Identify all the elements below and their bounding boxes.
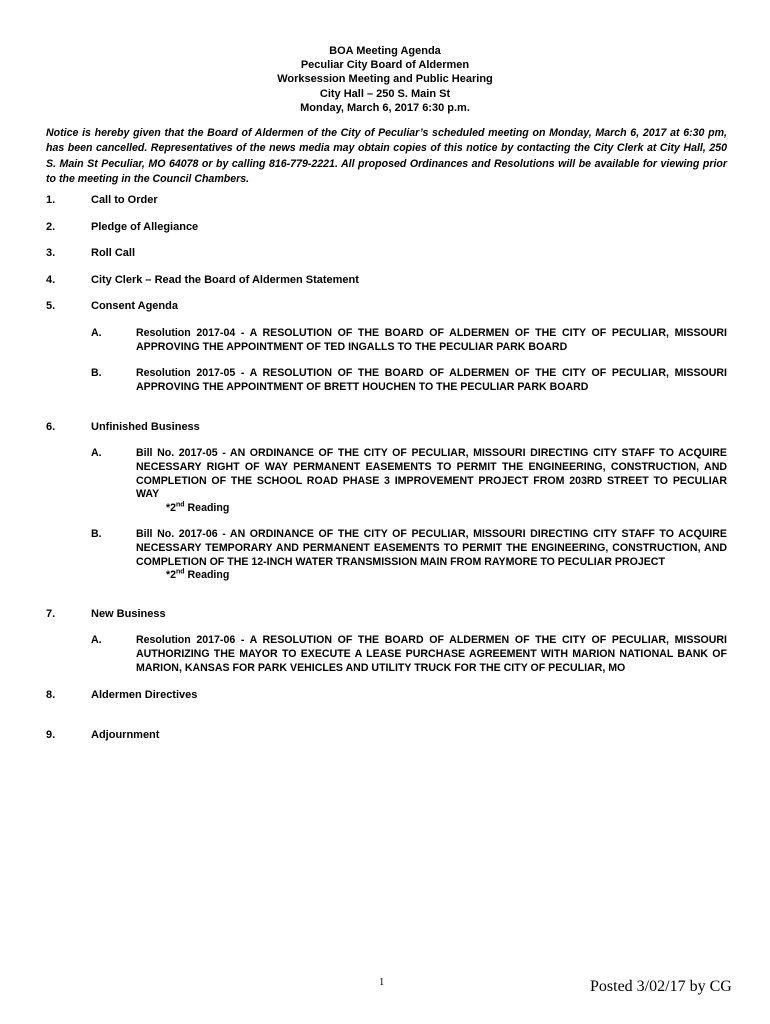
page-number: 1 <box>379 977 385 988</box>
item-title: Call to Order <box>91 194 158 206</box>
item-title: Aldermen Directives <box>91 689 198 701</box>
agenda-header <box>0 44 770 115</box>
sub-item-text: Resolution 2017-06 - A RESOLUTION OF THE BOARD OF ALDERMEN OF THE CITY OF PECULIAR, MISSOURI AUTHORIZING THE MAYOR TO EXECUTE A LEASE PURCHASE AGREEMENT WITH MARION NATIONAL BANK OF MARION, KANSAS FOR PARK VEHICLES AND UTILITY TRUCK FOR THE CITY OF PECULIAR, MO <box>136 634 727 674</box>
item-title: Adjournment <box>91 729 160 741</box>
reading-note: *2nd Reading <box>166 501 230 515</box>
item-number: 4. <box>46 274 56 286</box>
sub-item-letter: A. <box>91 634 102 646</box>
item-title: Roll Call <box>91 247 136 259</box>
item-number: 9. <box>46 729 56 741</box>
item-number: 7. <box>46 608 56 620</box>
sub-item-letter: B. <box>91 528 102 540</box>
item-title: Unfinished Business <box>91 421 200 433</box>
item-number: 5. <box>46 300 56 312</box>
sub-item-text: Resolution 2017-05 - A RESOLUTION OF THE BOARD OF ALDERMEN OF THE CITY OF PECULIAR, MISSOURI APPROVING THE APPOINTMENT OF BRETT HOUCHEN TO THE PECULIAR PARK BOARD <box>136 367 727 393</box>
sub-item-letter: A. <box>91 327 102 339</box>
header-location: City Hall – 250 S. Main St <box>319 87 451 100</box>
sub-item-text: Resolution 2017-04 - A RESOLUTION OF THE BOARD OF ALDERMEN OF THE CITY OF PECULIAR, MISSOURI APPROVING THE APPOINTMENT OF TED INGALLS TO THE PECULIAR PARK BOARD <box>136 327 727 353</box>
item-number: 1. <box>46 194 56 206</box>
sub-item-letter: A. <box>91 447 102 459</box>
cancellation-notice: Notice is hereby given that the Board of Aldermen of the City of Peculiar’s scheduled meeting on Monday, March 6, 2017 at 6:30 pm, has been cancelled. Representatives of the news media may obtain copies of this notice by contacting the City Clerk at City Hall, 250 S. Main St Peculiar, MO 64078 or by calling 816-779-2221. All proposed Ordinances and Resolutions will be available for viewing prior to the meeting in the Council Chambers. <box>46 127 727 185</box>
reading-note: *2nd Reading <box>166 568 230 582</box>
item-title: New Business <box>91 608 166 620</box>
header-date: Monday, March 6, 2017 6:30 p.m. <box>300 101 470 114</box>
item-number: 3. <box>46 247 56 259</box>
sub-item-text: Bill No. 2017-06 - AN ORDINANCE OF THE CITY OF PECULIAR, MISSOURI DIRECTING CITY STAFF TO ACQUIRE NECESSARY TEMPORARY AND PERMANENT EASEMENTS TO PERMIT THE ENGINEERING, CONSTRUCTION, AND COMPLETION OF THE 12-INCH WATER TRANSMISSION MAIN FROM RAYMORE TO PECULIAR PROJECT <box>136 528 727 568</box>
item-title: City Clerk – Read the Board of Aldermen Statement <box>91 274 359 286</box>
sub-item-letter: B. <box>91 367 102 379</box>
item-number: 6. <box>46 421 56 433</box>
header-title: BOA Meeting Agenda <box>329 45 441 57</box>
posted-note: Posted 3/02/17 by CG <box>590 978 732 995</box>
header-board: Peculiar City Board of Aldermen <box>300 59 470 72</box>
item-number: 2. <box>46 221 56 233</box>
header-meeting-type: Worksession Meeting and Public Hearing <box>277 73 493 86</box>
item-title: Pledge of Allegiance <box>91 221 199 233</box>
item-number: 8. <box>46 689 56 701</box>
sub-item-text: Bill No. 2017-05 - AN ORDINANCE OF THE CITY OF PECULIAR, MISSOURI DIRECTING CITY STAFF TO ACQUIRE NECESSARY RIGHT OF WAY PERMANENT EASEMENTS TO PERMIT THE ENGINEERING, CONSTRUCTION, AND COMPLETION OF THE SCHOOL ROAD PHASE 3 IMPROVEMENT PROJECT FROM 203RD STREET TO PECULIAR WAY <box>136 447 727 501</box>
item-title: Consent Agenda <box>91 300 178 312</box>
